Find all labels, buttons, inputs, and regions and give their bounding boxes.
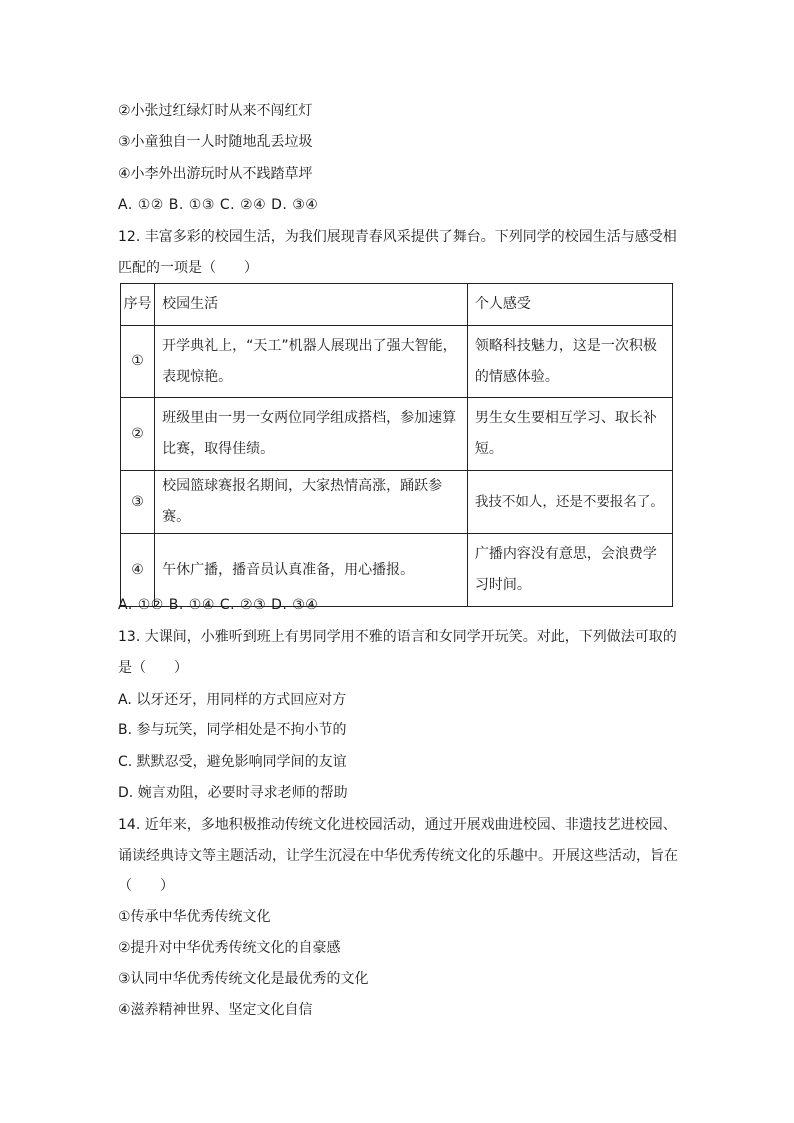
q13-option-d: D. 婉言劝阻，必要时寻求老师的帮助 — [118, 785, 348, 801]
table-row — [121, 326, 673, 398]
q12-answer-choices: A. ①② B. ①④ C. ②③ D. ③④ — [118, 597, 319, 613]
table-header-row — [121, 284, 673, 326]
q11-option-3: ③小童独自一人时随地乱丢垃圾 — [118, 134, 313, 150]
q14-stem-line-2: 诵读经典诗文等主题活动，让学生沉浸在中华优秀传统文化的乐趣中。开展这些活动，旨在 — [118, 848, 678, 864]
q14-stem-line-3: （ ） — [118, 878, 174, 894]
q13-option-a: A. 以牙还牙，用同样的方式回应对方 — [118, 692, 347, 708]
q11-option-2: ②小张过红绿灯时从来不闯红灯 — [118, 103, 313, 119]
q13-stem-line-1: 13. 大课间，小雅听到班上有男同学用不雅的语言和女同学开玩笑。对此，下列做法可取的 — [118, 629, 677, 645]
q13-option-b: B. 参与玩笑，同学相处是不拘小节的 — [118, 722, 347, 738]
q13-option-c: C. 默默忍受，避免影响同学间的友谊 — [118, 754, 347, 770]
row-feeling: 男生女生要相互学习、取长补短。 — [467, 398, 672, 471]
row-feeling: 我技不如人，还是不要报名了。 — [467, 471, 672, 534]
q14-option-3: ③认同中华优秀传统文化是最优秀的文化 — [118, 971, 369, 987]
row-life: 校园篮球赛报名期间，大家热情高涨，踊跃参赛。 — [155, 471, 468, 534]
row-index: ① — [121, 326, 155, 398]
row-index: ④ — [121, 534, 155, 607]
row-life: 开学典礼上，“天工”机器人展现出了强大智能，表现惊艳。 — [155, 326, 468, 398]
q12-table — [120, 283, 673, 607]
row-life: 午休广播，播音员认真准备，用心播报。 — [155, 534, 468, 607]
header-life: 校园生活 — [155, 284, 468, 326]
table-row — [121, 471, 673, 534]
q14-option-1: ①传承中华优秀传统文化 — [118, 909, 271, 925]
row-index: ③ — [121, 471, 155, 534]
q14-option-2: ②提升对中华优秀传统文化的自豪感 — [118, 940, 341, 956]
q11-answer-choices: A. ①② B. ①③ C. ②④ D. ③④ — [118, 197, 319, 213]
row-index: ② — [121, 398, 155, 471]
row-feeling: 领略科技魅力，这是一次积极的情感体验。 — [467, 326, 672, 398]
q13-stem-line-2: 是（ ） — [118, 660, 188, 676]
q12-stem-line-1: 12. 丰富多彩的校园生活，为我们展现青春风采提供了舞台。下列同学的校园生活与感受相 — [118, 229, 677, 245]
row-feeling: 广播内容没有意思，会浪费学习时间。 — [467, 534, 672, 607]
table-row — [121, 398, 673, 471]
q11-option-4: ④小李外出游玩时从不践踏草坪 — [118, 166, 313, 182]
row-life: 班级里由一男一女两位同学组成搭档，参加速算比赛，取得佳绩。 — [155, 398, 468, 471]
q12-stem-line-2: 匹配的一项是（ ） — [118, 260, 258, 276]
header-index: 序号 — [121, 284, 155, 326]
q14-option-4: ④滋养精神世界、坚定文化自信 — [118, 1002, 313, 1018]
header-feeling: 个人感受 — [467, 284, 672, 326]
q14-stem-line-1: 14. 近年来，多地积极推动传统文化进校园活动，通过开展戏曲进校园、非遗技艺进校园、 — [118, 817, 677, 833]
